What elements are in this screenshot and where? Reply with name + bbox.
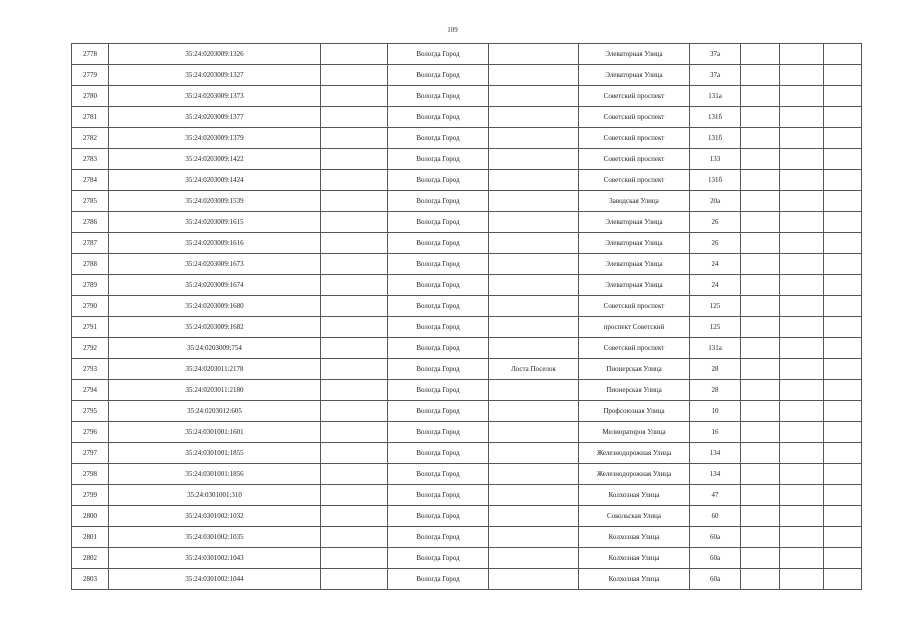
registry-table-body	[72, 44, 862, 590]
extra-cell-2	[780, 506, 824, 527]
settlement-cell	[489, 65, 579, 86]
extra-cell-3	[824, 149, 862, 170]
blank-cell	[321, 443, 388, 464]
extra-cell-2	[780, 191, 824, 212]
table-row	[72, 233, 862, 254]
extra-cell-1	[741, 107, 780, 128]
extra-cell-3	[824, 485, 862, 506]
city-cell: Вологда Город	[388, 65, 489, 86]
street-cell: Сокольская Улица	[579, 506, 690, 527]
city-cell: Вологда Город	[388, 338, 489, 359]
extra-cell-2	[780, 548, 824, 569]
row-number-cell: 2802	[72, 548, 109, 569]
street-cell: Советский проспект	[579, 170, 690, 191]
blank-cell	[321, 107, 388, 128]
blank-cell	[321, 296, 388, 317]
city-cell: Вологда Город	[388, 275, 489, 296]
city-cell: Вологда Город	[388, 422, 489, 443]
city-cell: Вологда Город	[388, 506, 489, 527]
street-cell: Пионерская Улица	[579, 359, 690, 380]
house-number-cell: 28	[690, 359, 741, 380]
street-cell: Советский проспект	[579, 296, 690, 317]
blank-cell	[321, 548, 388, 569]
extra-cell-2	[780, 233, 824, 254]
table-row	[72, 296, 862, 317]
row-number-cell: 2796	[72, 422, 109, 443]
extra-cell-3	[824, 464, 862, 485]
settlement-cell	[489, 464, 579, 485]
settlement-cell	[489, 443, 579, 464]
street-cell: Заводская Улица	[579, 191, 690, 212]
row-number-cell: 2784	[72, 170, 109, 191]
extra-cell-2	[780, 65, 824, 86]
street-cell: Пионерская Улица	[579, 380, 690, 401]
extra-cell-1	[741, 212, 780, 233]
extra-cell-1	[741, 317, 780, 338]
blank-cell	[321, 422, 388, 443]
extra-cell-2	[780, 401, 824, 422]
extra-cell-2	[780, 86, 824, 107]
extra-cell-2	[780, 44, 824, 65]
house-number-cell: 60а	[690, 548, 741, 569]
cadastral-number-cell: 35:24:0203009:1673	[109, 254, 321, 275]
blank-cell	[321, 275, 388, 296]
table-row	[72, 65, 862, 86]
settlement-cell	[489, 254, 579, 275]
city-cell: Вологда Город	[388, 212, 489, 233]
extra-cell-3	[824, 233, 862, 254]
row-number-cell: 2781	[72, 107, 109, 128]
table-row	[72, 317, 862, 338]
table-row	[72, 191, 862, 212]
extra-cell-1	[741, 338, 780, 359]
city-cell: Вологда Город	[388, 296, 489, 317]
table-row	[72, 254, 862, 275]
extra-cell-1	[741, 44, 780, 65]
extra-cell-1	[741, 128, 780, 149]
extra-cell-1	[741, 380, 780, 401]
row-number-cell: 2778	[72, 44, 109, 65]
extra-cell-3	[824, 338, 862, 359]
blank-cell	[321, 464, 388, 485]
row-number-cell: 2800	[72, 506, 109, 527]
table-row	[72, 212, 862, 233]
city-cell: Вологда Город	[388, 380, 489, 401]
street-cell: Советский проспект	[579, 338, 690, 359]
house-number-cell: 26	[690, 233, 741, 254]
house-number-cell: 28	[690, 380, 741, 401]
street-cell: Профсоюзная Улица	[579, 401, 690, 422]
cadastral-number-cell: 35:24:0203009:1682	[109, 317, 321, 338]
blank-cell	[321, 380, 388, 401]
street-cell: проспект Советский	[579, 317, 690, 338]
row-number-cell: 2787	[72, 233, 109, 254]
house-number-cell: 134	[690, 443, 741, 464]
cadastral-number-cell: 35:24:0203009:1680	[109, 296, 321, 317]
page-number: 109	[447, 26, 458, 34]
blank-cell	[321, 191, 388, 212]
extra-cell-2	[780, 170, 824, 191]
table-row	[72, 44, 862, 65]
extra-cell-1	[741, 569, 780, 590]
extra-cell-3	[824, 380, 862, 401]
table-row	[72, 380, 862, 401]
house-number-cell: 60а	[690, 527, 741, 548]
extra-cell-3	[824, 212, 862, 233]
settlement-cell	[489, 170, 579, 191]
extra-cell-1	[741, 254, 780, 275]
settlement-cell	[489, 128, 579, 149]
row-number-cell: 2797	[72, 443, 109, 464]
blank-cell	[321, 233, 388, 254]
cadastral-number-cell: 35:24:0301002:1032	[109, 506, 321, 527]
extra-cell-1	[741, 296, 780, 317]
city-cell: Вологда Город	[388, 44, 489, 65]
cadastral-number-cell: 35:24:0301001:310	[109, 485, 321, 506]
house-number-cell: 24	[690, 254, 741, 275]
cadastral-number-cell: 35:24:0203009:1615	[109, 212, 321, 233]
extra-cell-2	[780, 254, 824, 275]
street-cell: Железнодорожная Улица	[579, 443, 690, 464]
extra-cell-3	[824, 527, 862, 548]
extra-cell-1	[741, 464, 780, 485]
house-number-cell: 131а	[690, 338, 741, 359]
table-row	[72, 401, 862, 422]
blank-cell	[321, 149, 388, 170]
house-number-cell: 131б	[690, 128, 741, 149]
row-number-cell: 2803	[72, 569, 109, 590]
street-cell: Советский проспект	[579, 149, 690, 170]
cadastral-number-cell: 35:24:0203009:1422	[109, 149, 321, 170]
extra-cell-1	[741, 275, 780, 296]
street-cell: Советский проспект	[579, 128, 690, 149]
extra-cell-3	[824, 65, 862, 86]
house-number-cell: 37а	[690, 65, 741, 86]
extra-cell-3	[824, 569, 862, 590]
settlement-cell	[489, 149, 579, 170]
house-number-cell: 125	[690, 317, 741, 338]
house-number-cell: 10	[690, 401, 741, 422]
street-cell: Элеваторная Улица	[579, 254, 690, 275]
blank-cell	[321, 527, 388, 548]
cadastral-number-cell: 35:24:0203009:754	[109, 338, 321, 359]
extra-cell-3	[824, 275, 862, 296]
street-cell: Колхозная Улица	[579, 569, 690, 590]
extra-cell-2	[780, 380, 824, 401]
settlement-cell: Лоста Поселок	[489, 359, 579, 380]
table-row	[72, 275, 862, 296]
settlement-cell	[489, 275, 579, 296]
table-row	[72, 359, 862, 380]
extra-cell-3	[824, 401, 862, 422]
extra-cell-2	[780, 359, 824, 380]
table-row	[72, 443, 862, 464]
extra-cell-1	[741, 86, 780, 107]
street-cell: Советский проспект	[579, 107, 690, 128]
extra-cell-3	[824, 359, 862, 380]
extra-cell-1	[741, 65, 780, 86]
extra-cell-1	[741, 170, 780, 191]
extra-cell-3	[824, 548, 862, 569]
extra-cell-3	[824, 317, 862, 338]
extra-cell-1	[741, 527, 780, 548]
blank-cell	[321, 128, 388, 149]
settlement-cell	[489, 485, 579, 506]
table-row	[72, 128, 862, 149]
house-number-cell: 47	[690, 485, 741, 506]
cadastral-number-cell: 35:24:0301001:1855	[109, 443, 321, 464]
cadastral-number-cell: 35:24:0203011:2178	[109, 359, 321, 380]
house-number-cell: 26	[690, 212, 741, 233]
row-number-cell: 2785	[72, 191, 109, 212]
blank-cell	[321, 44, 388, 65]
city-cell: Вологда Город	[388, 485, 489, 506]
registry-table	[71, 43, 862, 590]
table-row	[72, 548, 862, 569]
table-row	[72, 569, 862, 590]
house-number-cell: 133	[690, 149, 741, 170]
extra-cell-2	[780, 569, 824, 590]
row-number-cell: 2798	[72, 464, 109, 485]
extra-cell-2	[780, 443, 824, 464]
house-number-cell: 16	[690, 422, 741, 443]
house-number-cell: 37а	[690, 44, 741, 65]
extra-cell-1	[741, 401, 780, 422]
street-cell: Элеваторная Улица	[579, 44, 690, 65]
cadastral-number-cell: 35:24:0203009:1326	[109, 44, 321, 65]
extra-cell-1	[741, 548, 780, 569]
table-row	[72, 527, 862, 548]
settlement-cell	[489, 212, 579, 233]
settlement-cell	[489, 569, 579, 590]
table-row	[72, 422, 862, 443]
street-cell: Колхозная Улица	[579, 548, 690, 569]
cadastral-number-cell: 35:24:0301001:1601	[109, 422, 321, 443]
street-cell: Колхозная Улица	[579, 485, 690, 506]
extra-cell-3	[824, 44, 862, 65]
street-cell: Элеваторная Улица	[579, 275, 690, 296]
street-cell: Элеваторная Улица	[579, 65, 690, 86]
cadastral-number-cell: 35:24:0203009:1377	[109, 107, 321, 128]
extra-cell-3	[824, 506, 862, 527]
extra-cell-3	[824, 296, 862, 317]
extra-cell-2	[780, 128, 824, 149]
row-number-cell: 2788	[72, 254, 109, 275]
settlement-cell	[489, 527, 579, 548]
settlement-cell	[489, 233, 579, 254]
street-cell: Мелиораторов Улица	[579, 422, 690, 443]
row-number-cell: 2790	[72, 296, 109, 317]
table-row	[72, 464, 862, 485]
extra-cell-3	[824, 107, 862, 128]
row-number-cell: 2792	[72, 338, 109, 359]
extra-cell-1	[741, 485, 780, 506]
settlement-cell	[489, 401, 579, 422]
cadastral-number-cell: 35:24:0301002:1044	[109, 569, 321, 590]
house-number-cell: 131б	[690, 170, 741, 191]
city-cell: Вологда Город	[388, 86, 489, 107]
city-cell: Вологда Город	[388, 254, 489, 275]
extra-cell-1	[741, 422, 780, 443]
city-cell: Вологда Город	[388, 233, 489, 254]
settlement-cell	[489, 317, 579, 338]
city-cell: Вологда Город	[388, 191, 489, 212]
cadastral-number-cell: 35:24:0203009:1373	[109, 86, 321, 107]
row-number-cell: 2782	[72, 128, 109, 149]
blank-cell	[321, 254, 388, 275]
row-number-cell: 2801	[72, 527, 109, 548]
table-row	[72, 149, 862, 170]
table-row	[72, 485, 862, 506]
cadastral-number-cell: 35:24:0301001:1856	[109, 464, 321, 485]
extra-cell-2	[780, 107, 824, 128]
street-cell: Элеваторная Улица	[579, 233, 690, 254]
settlement-cell	[489, 380, 579, 401]
extra-cell-2	[780, 422, 824, 443]
street-cell: Колхозная Улица	[579, 527, 690, 548]
cadastral-number-cell: 35:24:0203009:1616	[109, 233, 321, 254]
table-row	[72, 86, 862, 107]
blank-cell	[321, 485, 388, 506]
extra-cell-3	[824, 128, 862, 149]
house-number-cell: 125	[690, 296, 741, 317]
city-cell: Вологда Город	[388, 170, 489, 191]
table-row	[72, 107, 862, 128]
settlement-cell	[489, 548, 579, 569]
house-number-cell: 131а	[690, 86, 741, 107]
extra-cell-2	[780, 485, 824, 506]
extra-cell-3	[824, 422, 862, 443]
settlement-cell	[489, 506, 579, 527]
extra-cell-3	[824, 254, 862, 275]
extra-cell-1	[741, 443, 780, 464]
blank-cell	[321, 506, 388, 527]
row-number-cell: 2791	[72, 317, 109, 338]
blank-cell	[321, 401, 388, 422]
extra-cell-2	[780, 275, 824, 296]
row-number-cell: 2799	[72, 485, 109, 506]
extra-cell-2	[780, 149, 824, 170]
blank-cell	[321, 317, 388, 338]
cadastral-number-cell: 35:24:0203009:1674	[109, 275, 321, 296]
blank-cell	[321, 212, 388, 233]
city-cell: Вологда Город	[388, 359, 489, 380]
row-number-cell: 2780	[72, 86, 109, 107]
extra-cell-2	[780, 317, 824, 338]
city-cell: Вологда Город	[388, 149, 489, 170]
extra-cell-3	[824, 443, 862, 464]
settlement-cell	[489, 44, 579, 65]
extra-cell-1	[741, 149, 780, 170]
city-cell: Вологда Город	[388, 548, 489, 569]
house-number-cell: 60а	[690, 569, 741, 590]
extra-cell-1	[741, 191, 780, 212]
table-row	[72, 338, 862, 359]
cadastral-number-cell: 35:24:0203009:1327	[109, 65, 321, 86]
settlement-cell	[489, 191, 579, 212]
city-cell: Вологда Город	[388, 317, 489, 338]
table-row	[72, 506, 862, 527]
city-cell: Вологда Город	[388, 401, 489, 422]
city-cell: Вологда Город	[388, 443, 489, 464]
cadastral-number-cell: 35:24:0203009:1379	[109, 128, 321, 149]
blank-cell	[321, 65, 388, 86]
cadastral-number-cell: 35:24:0301002:1035	[109, 527, 321, 548]
extra-cell-1	[741, 233, 780, 254]
blank-cell	[321, 569, 388, 590]
blank-cell	[321, 86, 388, 107]
house-number-cell: 131б	[690, 107, 741, 128]
city-cell: Вологда Город	[388, 107, 489, 128]
city-cell: Вологда Город	[388, 569, 489, 590]
row-number-cell: 2793	[72, 359, 109, 380]
house-number-cell: 60	[690, 506, 741, 527]
extra-cell-1	[741, 359, 780, 380]
city-cell: Вологда Город	[388, 128, 489, 149]
extra-cell-2	[780, 296, 824, 317]
settlement-cell	[489, 86, 579, 107]
house-number-cell: 20а	[690, 191, 741, 212]
street-cell: Элеваторная Улица	[579, 212, 690, 233]
extra-cell-1	[741, 506, 780, 527]
table-row	[72, 170, 862, 191]
extra-cell-3	[824, 170, 862, 191]
street-cell: Железнодорожная Улица	[579, 464, 690, 485]
extra-cell-2	[780, 527, 824, 548]
extra-cell-2	[780, 212, 824, 233]
city-cell: Вологда Город	[388, 527, 489, 548]
extra-cell-3	[824, 191, 862, 212]
row-number-cell: 2789	[72, 275, 109, 296]
cadastral-number-cell: 35:24:0203009:1424	[109, 170, 321, 191]
settlement-cell	[489, 422, 579, 443]
row-number-cell: 2786	[72, 212, 109, 233]
extra-cell-2	[780, 338, 824, 359]
settlement-cell	[489, 338, 579, 359]
house-number-cell: 24	[690, 275, 741, 296]
cadastral-number-cell: 35:24:0203011:2180	[109, 380, 321, 401]
street-cell: Советский проспект	[579, 86, 690, 107]
cadastral-number-cell: 35:24:0203009:1539	[109, 191, 321, 212]
extra-cell-2	[780, 464, 824, 485]
blank-cell	[321, 170, 388, 191]
row-number-cell: 2783	[72, 149, 109, 170]
city-cell: Вологда Город	[388, 464, 489, 485]
house-number-cell: 134	[690, 464, 741, 485]
blank-cell	[321, 338, 388, 359]
cadastral-number-cell: 35:24:0301002:1043	[109, 548, 321, 569]
settlement-cell	[489, 107, 579, 128]
cadastral-number-cell: 35:24:0203012:605	[109, 401, 321, 422]
blank-cell	[321, 359, 388, 380]
settlement-cell	[489, 296, 579, 317]
row-number-cell: 2779	[72, 65, 109, 86]
extra-cell-3	[824, 86, 862, 107]
row-number-cell: 2795	[72, 401, 109, 422]
row-number-cell: 2794	[72, 380, 109, 401]
